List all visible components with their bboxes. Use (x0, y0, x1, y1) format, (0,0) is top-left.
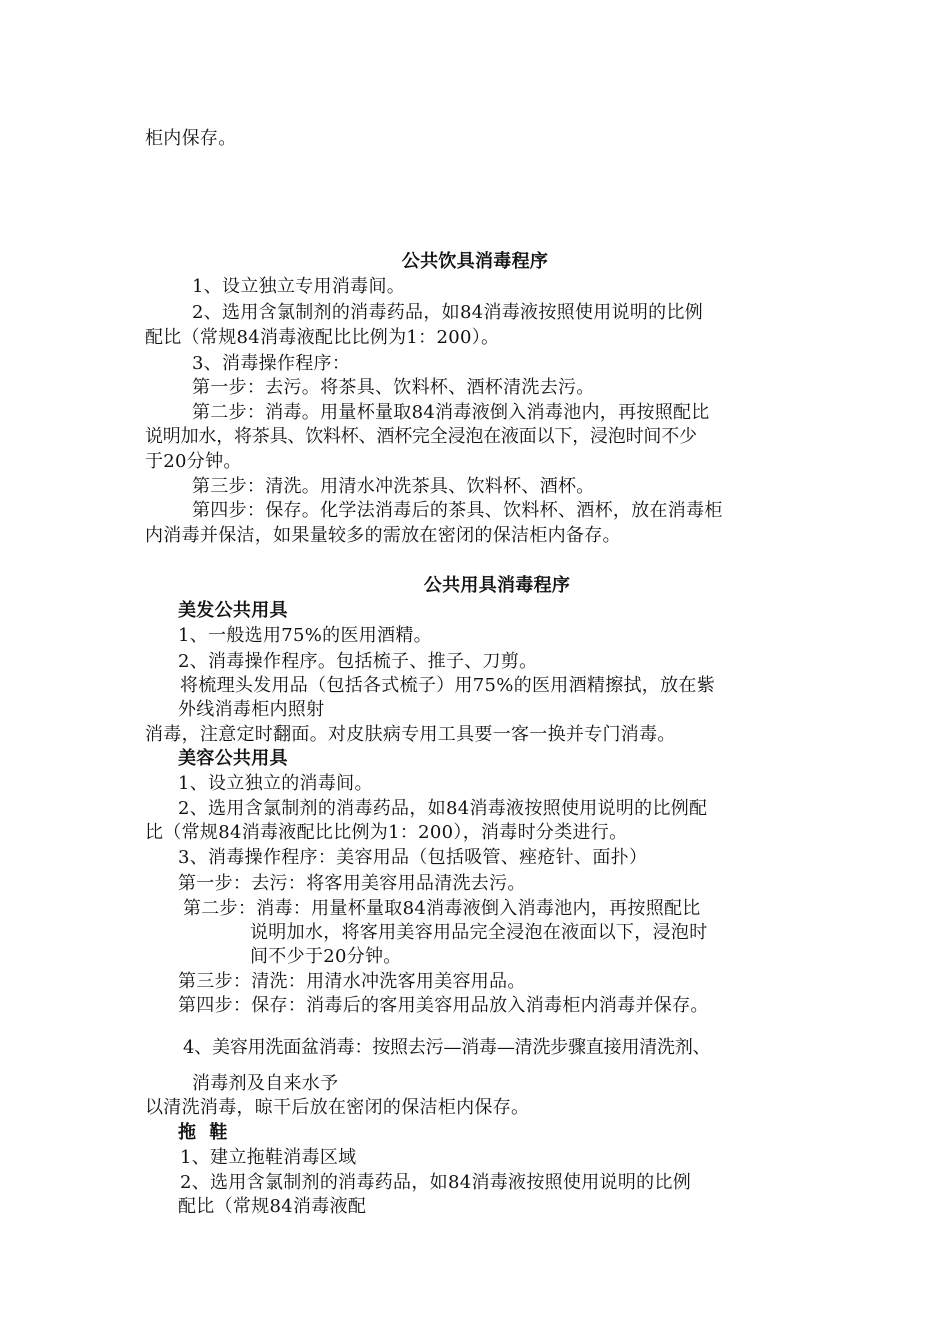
paragraph-line: 第四步：保存。化学法消毒后的茶具、饮料杯、酒杯，放在消毒柜 (192, 500, 723, 521)
paragraph-line: 配比（常规84消毒液配比比例为1：200）。 (145, 327, 500, 348)
subheading-beauty-tools: 美容公共用具 (178, 748, 288, 769)
paragraph-line: 2、选用含氯制剂的消毒药品，如84消毒液按照使用说明的比例配 (178, 798, 708, 819)
paragraph-line: 3、消毒操作程序： (192, 353, 351, 374)
paragraph-line: 内消毒并保洁，如果量较多的需放在密闭的保洁柜内备存。 (145, 525, 621, 546)
paragraph-line: 间不少于20分钟。 (250, 946, 402, 967)
paragraph-line: 第一步：去污：将客用美容用品清洗去污。 (178, 873, 526, 894)
paragraph-line: 说明加水，将茶具、饮料杯、酒杯完全浸泡在液面以下，浸泡时间不少 (145, 426, 697, 447)
paragraph-line: 2、选用含氯制剂的消毒药品，如84消毒液按照使用说明的比例 (180, 1172, 692, 1193)
paragraph-line: 第三步：清洗：用清水冲洗客用美容用品。 (178, 971, 526, 992)
paragraph-line: 1、设立独立的消毒间。 (178, 773, 373, 794)
paragraph-line: 说明加水，将客用美容用品完全浸泡在液面以下，浸泡时 (250, 922, 708, 943)
subheading-slippers: 拖 鞋 (178, 1122, 228, 1143)
paragraph-line: 1、设立独立专用消毒间。 (192, 276, 406, 297)
paragraph-line: 2、消毒操作程序。包括梳子、推子、刀剪。 (178, 651, 538, 672)
paragraph-line: 第二步：消毒：用量杯量取84消毒液倒入消毒池内，再按照配比 (183, 898, 701, 919)
paragraph-line: 于20分钟。 (145, 451, 242, 472)
paragraph-line: 第四步：保存：消毒后的客用美容用品放入消毒柜内消毒并保存。 (178, 995, 709, 1016)
intro-tail-line: 柜内保存。 (145, 128, 237, 149)
paragraph-line: 3、消毒操作程序：美容用品（包括吸管、痤疮针、面扑） (178, 847, 648, 868)
paragraph-line: 第三步：清洗。用清水冲洗茶具、饮料杯、酒杯。 (192, 476, 595, 497)
paragraph-line: 将梳理头发用品（包括各式梳子）用75%的医用酒精擦拭，放在紫 (180, 675, 716, 696)
paragraph-line: 第二步：消毒。用量杯量取84消毒液倒入消毒池内，再按照配比 (192, 402, 710, 423)
paragraph-line: 消毒剂及自来水予 (192, 1073, 339, 1094)
section-title-public-tools: 公共用具消毒程序 (423, 575, 571, 596)
paragraph-line: 2、选用含氯制剂的消毒药品，如84消毒液按照使用说明的比例 (192, 302, 704, 323)
subheading-hair-tools: 美发公共用具 (178, 600, 288, 621)
section-title-drinkware: 公共饮具消毒程序 (401, 251, 549, 272)
paragraph-line: 配比（常规84消毒液配 (178, 1196, 367, 1217)
paragraph-line: 1、一般选用75%的医用酒精。 (178, 625, 432, 646)
paragraph-line: 4、美容用洗面盆消毒：按照去污—消毒—清洗步骤直接用清洗剂、 (183, 1037, 711, 1058)
paragraph-line: 第一步：去污。将茶具、饮料杯、酒杯清洗去污。 (192, 377, 595, 398)
paragraph-line: 1、建立拖鞋消毒区域 (180, 1147, 357, 1168)
paragraph-line: 以清洗消毒，晾干后放在密闭的保洁柜内保存。 (145, 1097, 530, 1118)
paragraph-line: 比（常规84消毒液配比比例为1：200），消毒时分类进行。 (145, 822, 628, 843)
paragraph-line: 外线消毒柜内照射 (178, 699, 325, 720)
paragraph-line: 消毒，注意定时翻面。对皮肤病专用工具要一客一换并专门消毒。 (145, 724, 676, 745)
